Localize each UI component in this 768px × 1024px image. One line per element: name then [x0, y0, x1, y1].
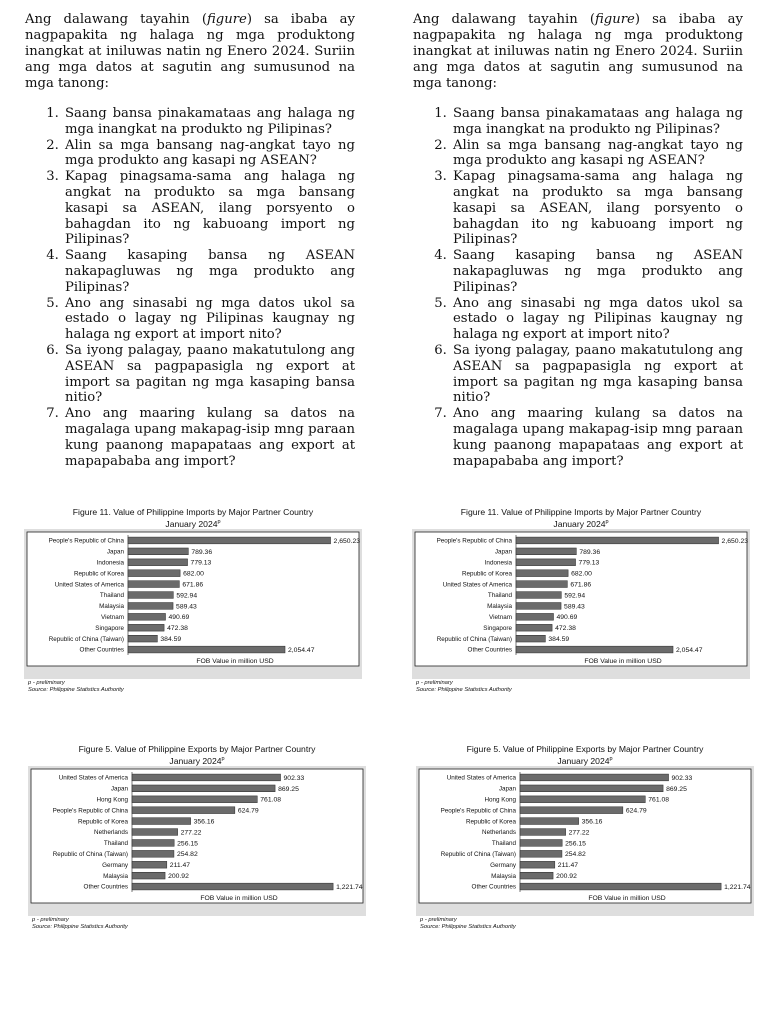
imports-bar-chart	[24, 529, 362, 679]
data-label: 624.79	[625, 807, 647, 815]
data-label: 2,054.47	[288, 646, 315, 654]
bar	[520, 818, 579, 825]
data-label: 789.36	[579, 548, 601, 556]
bar	[520, 861, 555, 868]
imports-bar-chart	[412, 529, 750, 679]
question-item: 4. Saang kasaping bansa ng ASEAN nakapagluwas ng mga produkto ang Pilipinas?	[451, 248, 743, 295]
data-label: 761.08	[260, 796, 282, 804]
x-axis-label: FOB Value in million USD	[196, 657, 274, 665]
chart-title: Figure 5. Value of Philippine Exports by Major Partner Country January 2024$^p$	[78, 744, 316, 766]
category-label: Japan	[494, 548, 512, 556]
data-label: 256.15	[565, 840, 586, 848]
bar	[132, 872, 165, 879]
data-label: 2,054.47	[676, 646, 703, 654]
category-label: Malaysia	[99, 602, 124, 610]
question-list	[413, 106, 743, 469]
data-label: 490.69	[556, 614, 578, 622]
category-label: Germany	[490, 861, 516, 869]
bar	[520, 883, 721, 890]
bar	[128, 646, 285, 653]
data-label: 1,221.74	[724, 883, 751, 891]
bar	[128, 624, 164, 631]
data-label: 789.36	[191, 548, 213, 556]
chart-note-preliminary: p - preliminary	[420, 916, 457, 923]
bar	[128, 635, 157, 642]
bar	[520, 785, 663, 792]
category-label: Republic of Korea	[73, 570, 124, 578]
data-label: 869.25	[666, 785, 687, 793]
bar	[516, 646, 673, 653]
bar	[128, 602, 173, 609]
category-label: United States of America	[54, 581, 124, 589]
data-label: 256.15	[177, 840, 198, 848]
bar	[132, 774, 281, 781]
category-label: Japan	[110, 785, 128, 793]
bar	[516, 591, 561, 598]
chart-note-source: Source: Philippine Statistics Authority	[28, 687, 124, 694]
category-label: Vietnam	[101, 613, 124, 621]
bar	[520, 796, 645, 803]
data-label: 254.82	[176, 851, 198, 859]
bar	[520, 850, 562, 857]
bar	[132, 883, 333, 890]
data-label: 902.33	[283, 774, 305, 782]
bar	[128, 613, 166, 620]
bar	[132, 850, 174, 857]
data-label: 2,650.23	[721, 537, 749, 545]
bar	[520, 828, 566, 835]
question-item: 6. Sa iyong palagay, paano makatutulong ang ASEAN sa pagpapasigla ng export at import sa pagitan ng mga kasaping bansa nitio?	[451, 343, 743, 406]
category-label: Other Countries	[467, 646, 512, 654]
bar	[516, 635, 545, 642]
x-axis-label: FOB Value in million USD	[588, 894, 666, 902]
bar	[128, 537, 331, 544]
data-label: 589.43	[564, 603, 585, 611]
data-label: 384.59	[160, 635, 182, 643]
category-label: Thailand	[103, 839, 128, 847]
chart-note-source: Source: Philippine Statistics Authority	[32, 924, 128, 931]
category-label: Other Countries	[79, 646, 124, 654]
data-label: 1,221.74	[336, 883, 363, 891]
data-label: 902.33	[671, 774, 693, 782]
category-label: Malaysia	[491, 872, 516, 880]
imports-chart-right	[412, 508, 750, 694]
category-label: Netherlands	[482, 829, 516, 837]
data-label: 277.22	[180, 829, 202, 837]
data-label: 592.94	[564, 592, 586, 600]
exports-bar-chart	[28, 766, 366, 916]
category-label: Hong Kong	[96, 796, 128, 804]
intro-paragraph: Ang dalawang tayahin (figure) sa ibaba ay nagpapakita ng halaga ng mga produktong inangkat at iniluwas natin ng Enero 2024. Suriin ang mga datos at sagutin ang sumusunod na mga tanong:	[25, 12, 355, 91]
question-item: 1. Saang bansa pinakamataas ang halaga ng mga inangkat na produkto ng Pilipinas?	[451, 106, 743, 138]
imports-chart-left	[24, 508, 362, 694]
chart-note-source: Source: Philippine Statistics Authority	[416, 687, 512, 694]
chart-title: Figure 11. Value of Philippine Imports by Major Partner Country January 2024$^p$	[72, 507, 314, 529]
bar	[128, 591, 173, 598]
category-label: People's Republic of China	[48, 537, 124, 545]
category-label: Hong Kong	[484, 796, 516, 804]
data-label: 472.38	[555, 624, 576, 632]
exports-bar-chart	[416, 766, 754, 916]
data-label: 254.82	[564, 851, 586, 859]
data-label: 384.59	[548, 635, 570, 643]
data-label: 200.92	[168, 872, 189, 880]
bar	[132, 807, 235, 814]
category-label: Other Countries	[471, 883, 516, 891]
bar	[516, 624, 552, 631]
category-label: Republic of China (Taiwan)	[436, 635, 512, 643]
exports-chart-right	[416, 745, 754, 931]
bar	[520, 774, 669, 781]
chart-note-preliminary: p - preliminary	[28, 679, 65, 686]
question-item: 6. Sa iyong palagay, paano makatutulong ang ASEAN sa pagpapasigla ng export at import sa pagitan ng mga kasaping bansa nitio?	[63, 343, 355, 406]
data-label: 682.00	[571, 570, 592, 578]
data-label: 779.13	[578, 559, 600, 567]
data-label: 671.86	[182, 581, 204, 589]
question-item: 3. Kapag pinagsama-sama ang halaga ng angkat na produkto sa mga bansang kasapi sa ASEAN, ilang porsyento o bahagdan ito ng kabuoang import ng Pilipinas?	[63, 169, 355, 248]
question-item: 7. Ano ang maaring kulang sa datos na magalaga upang makapag-isip mng paraan kung paanong mapapataas ang export at mapapababa ang import?	[451, 406, 743, 469]
bar	[132, 785, 275, 792]
data-label: 356.16	[193, 818, 215, 826]
data-label: 472.38	[167, 624, 188, 632]
category-label: Malaysia	[103, 872, 128, 880]
bar	[516, 559, 576, 566]
data-label: 761.08	[648, 796, 670, 804]
bar	[516, 602, 561, 609]
category-label: United States of America	[446, 774, 516, 782]
data-label: 277.22	[568, 829, 590, 837]
category-label: People's Republic of China	[436, 537, 512, 545]
chart-title: Figure 5. Value of Philippine Exports by Major Partner Country January 2024$^p$	[466, 744, 704, 766]
bar	[132, 818, 191, 825]
x-axis-label: FOB Value in million USD	[584, 657, 662, 665]
chart-title: Figure 11. Value of Philippine Imports by Major Partner Country January 2024$^p$	[460, 507, 702, 529]
category-label: Republic of Korea	[77, 818, 128, 826]
data-label: 869.25	[278, 785, 299, 793]
category-label: Indonesia	[484, 559, 512, 567]
category-label: Republic of China (Taiwan)	[48, 635, 124, 643]
category-label: Thailand	[487, 592, 512, 600]
bar	[520, 807, 623, 814]
category-label: Malaysia	[487, 602, 512, 610]
category-label: Republic of China (Taiwan)	[52, 850, 128, 858]
bar	[132, 839, 174, 846]
data-label: 682.00	[183, 570, 204, 578]
question-item: 3. Kapag pinagsama-sama ang halaga ng angkat na produkto sa mga bansang kasapi sa ASEAN, ilang porsyento o bahagdan ito ng kabuoang import ng Pilipinas?	[451, 169, 743, 248]
right-column	[413, 12, 743, 469]
bar	[516, 613, 554, 620]
category-label: Netherlands	[94, 829, 128, 837]
category-label: Republic of Korea	[465, 818, 516, 826]
data-label: 356.16	[581, 818, 603, 826]
category-label: Republic of Korea	[461, 570, 512, 578]
category-label: Other Countries	[83, 883, 128, 891]
question-item: 4. Saang kasaping bansa ng ASEAN nakapagluwas ng mga produkto ang Pilipinas?	[63, 248, 355, 295]
data-label: 589.43	[176, 603, 197, 611]
bar	[520, 872, 553, 879]
category-label: Vietnam	[489, 613, 512, 621]
bar	[516, 570, 568, 577]
data-label: 779.13	[190, 559, 212, 567]
category-label: People's Republic of China	[440, 807, 516, 815]
bar	[128, 581, 179, 588]
category-label: United States of America	[58, 774, 128, 782]
category-label: Germany	[102, 861, 128, 869]
bar	[132, 828, 178, 835]
question-item: 2. Alin sa mga bansang nag-angkat tayo ng mga produkto ang kasapi ng ASEAN?	[63, 138, 355, 170]
bar	[516, 581, 567, 588]
bar	[516, 537, 719, 544]
bar	[128, 559, 188, 566]
category-label: Thailand	[491, 839, 516, 847]
category-label: Singapore	[483, 624, 512, 632]
chart-note-source: Source: Philippine Statistics Authority	[420, 924, 516, 931]
question-item: 5. Ano ang sinasabi ng mga datos ukol sa estado o lagay ng Pilipinas kaugnay ng halaga ng export at import nito?	[451, 296, 743, 343]
bar	[520, 839, 562, 846]
bar	[516, 548, 576, 555]
category-label: Republic of China (Taiwan)	[440, 850, 516, 858]
question-list	[25, 106, 355, 469]
question-item: 5. Ano ang sinasabi ng mga datos ukol sa estado o lagay ng Pilipinas kaugnay ng halaga ng export at import nito?	[63, 296, 355, 343]
question-item: 1. Saang bansa pinakamataas ang halaga ng mga inangkat na produkto ng Pilipinas?	[63, 106, 355, 138]
data-label: 211.47	[557, 861, 579, 869]
data-label: 2,650.23	[333, 537, 361, 545]
category-label: United States of America	[442, 581, 512, 589]
chart-note-preliminary: p - preliminary	[32, 916, 69, 923]
category-label: Japan	[106, 548, 124, 556]
data-label: 671.86	[570, 581, 592, 589]
data-label: 200.92	[556, 872, 577, 880]
bar	[132, 796, 257, 803]
category-label: People's Republic of China	[52, 807, 128, 815]
left-column	[25, 12, 355, 469]
intro-paragraph: Ang dalawang tayahin (figure) sa ibaba ay nagpapakita ng halaga ng mga produktong inangkat at iniluwas natin ng Enero 2024. Suriin ang mga datos at sagutin ang sumusunod na mga tanong:	[413, 12, 743, 91]
bar	[132, 861, 167, 868]
data-label: 211.47	[169, 861, 191, 869]
category-label: Singapore	[95, 624, 124, 632]
category-label: Thailand	[99, 592, 124, 600]
category-label: Indonesia	[96, 559, 124, 567]
bar	[128, 548, 188, 555]
exports-chart-left	[28, 745, 366, 931]
category-label: Japan	[498, 785, 516, 793]
data-label: 490.69	[168, 614, 190, 622]
chart-note-preliminary: p - preliminary	[416, 679, 453, 686]
bar	[128, 570, 180, 577]
data-label: 624.79	[237, 807, 259, 815]
question-item: 7. Ano ang maaring kulang sa datos na magalaga upang makapag-isip mng paraan kung paanong mapapataas ang export at mapapababa ang import?	[63, 406, 355, 469]
data-label: 592.94	[176, 592, 198, 600]
x-axis-label: FOB Value in million USD	[200, 894, 278, 902]
question-item: 2. Alin sa mga bansang nag-angkat tayo ng mga produkto ang kasapi ng ASEAN?	[451, 138, 743, 170]
